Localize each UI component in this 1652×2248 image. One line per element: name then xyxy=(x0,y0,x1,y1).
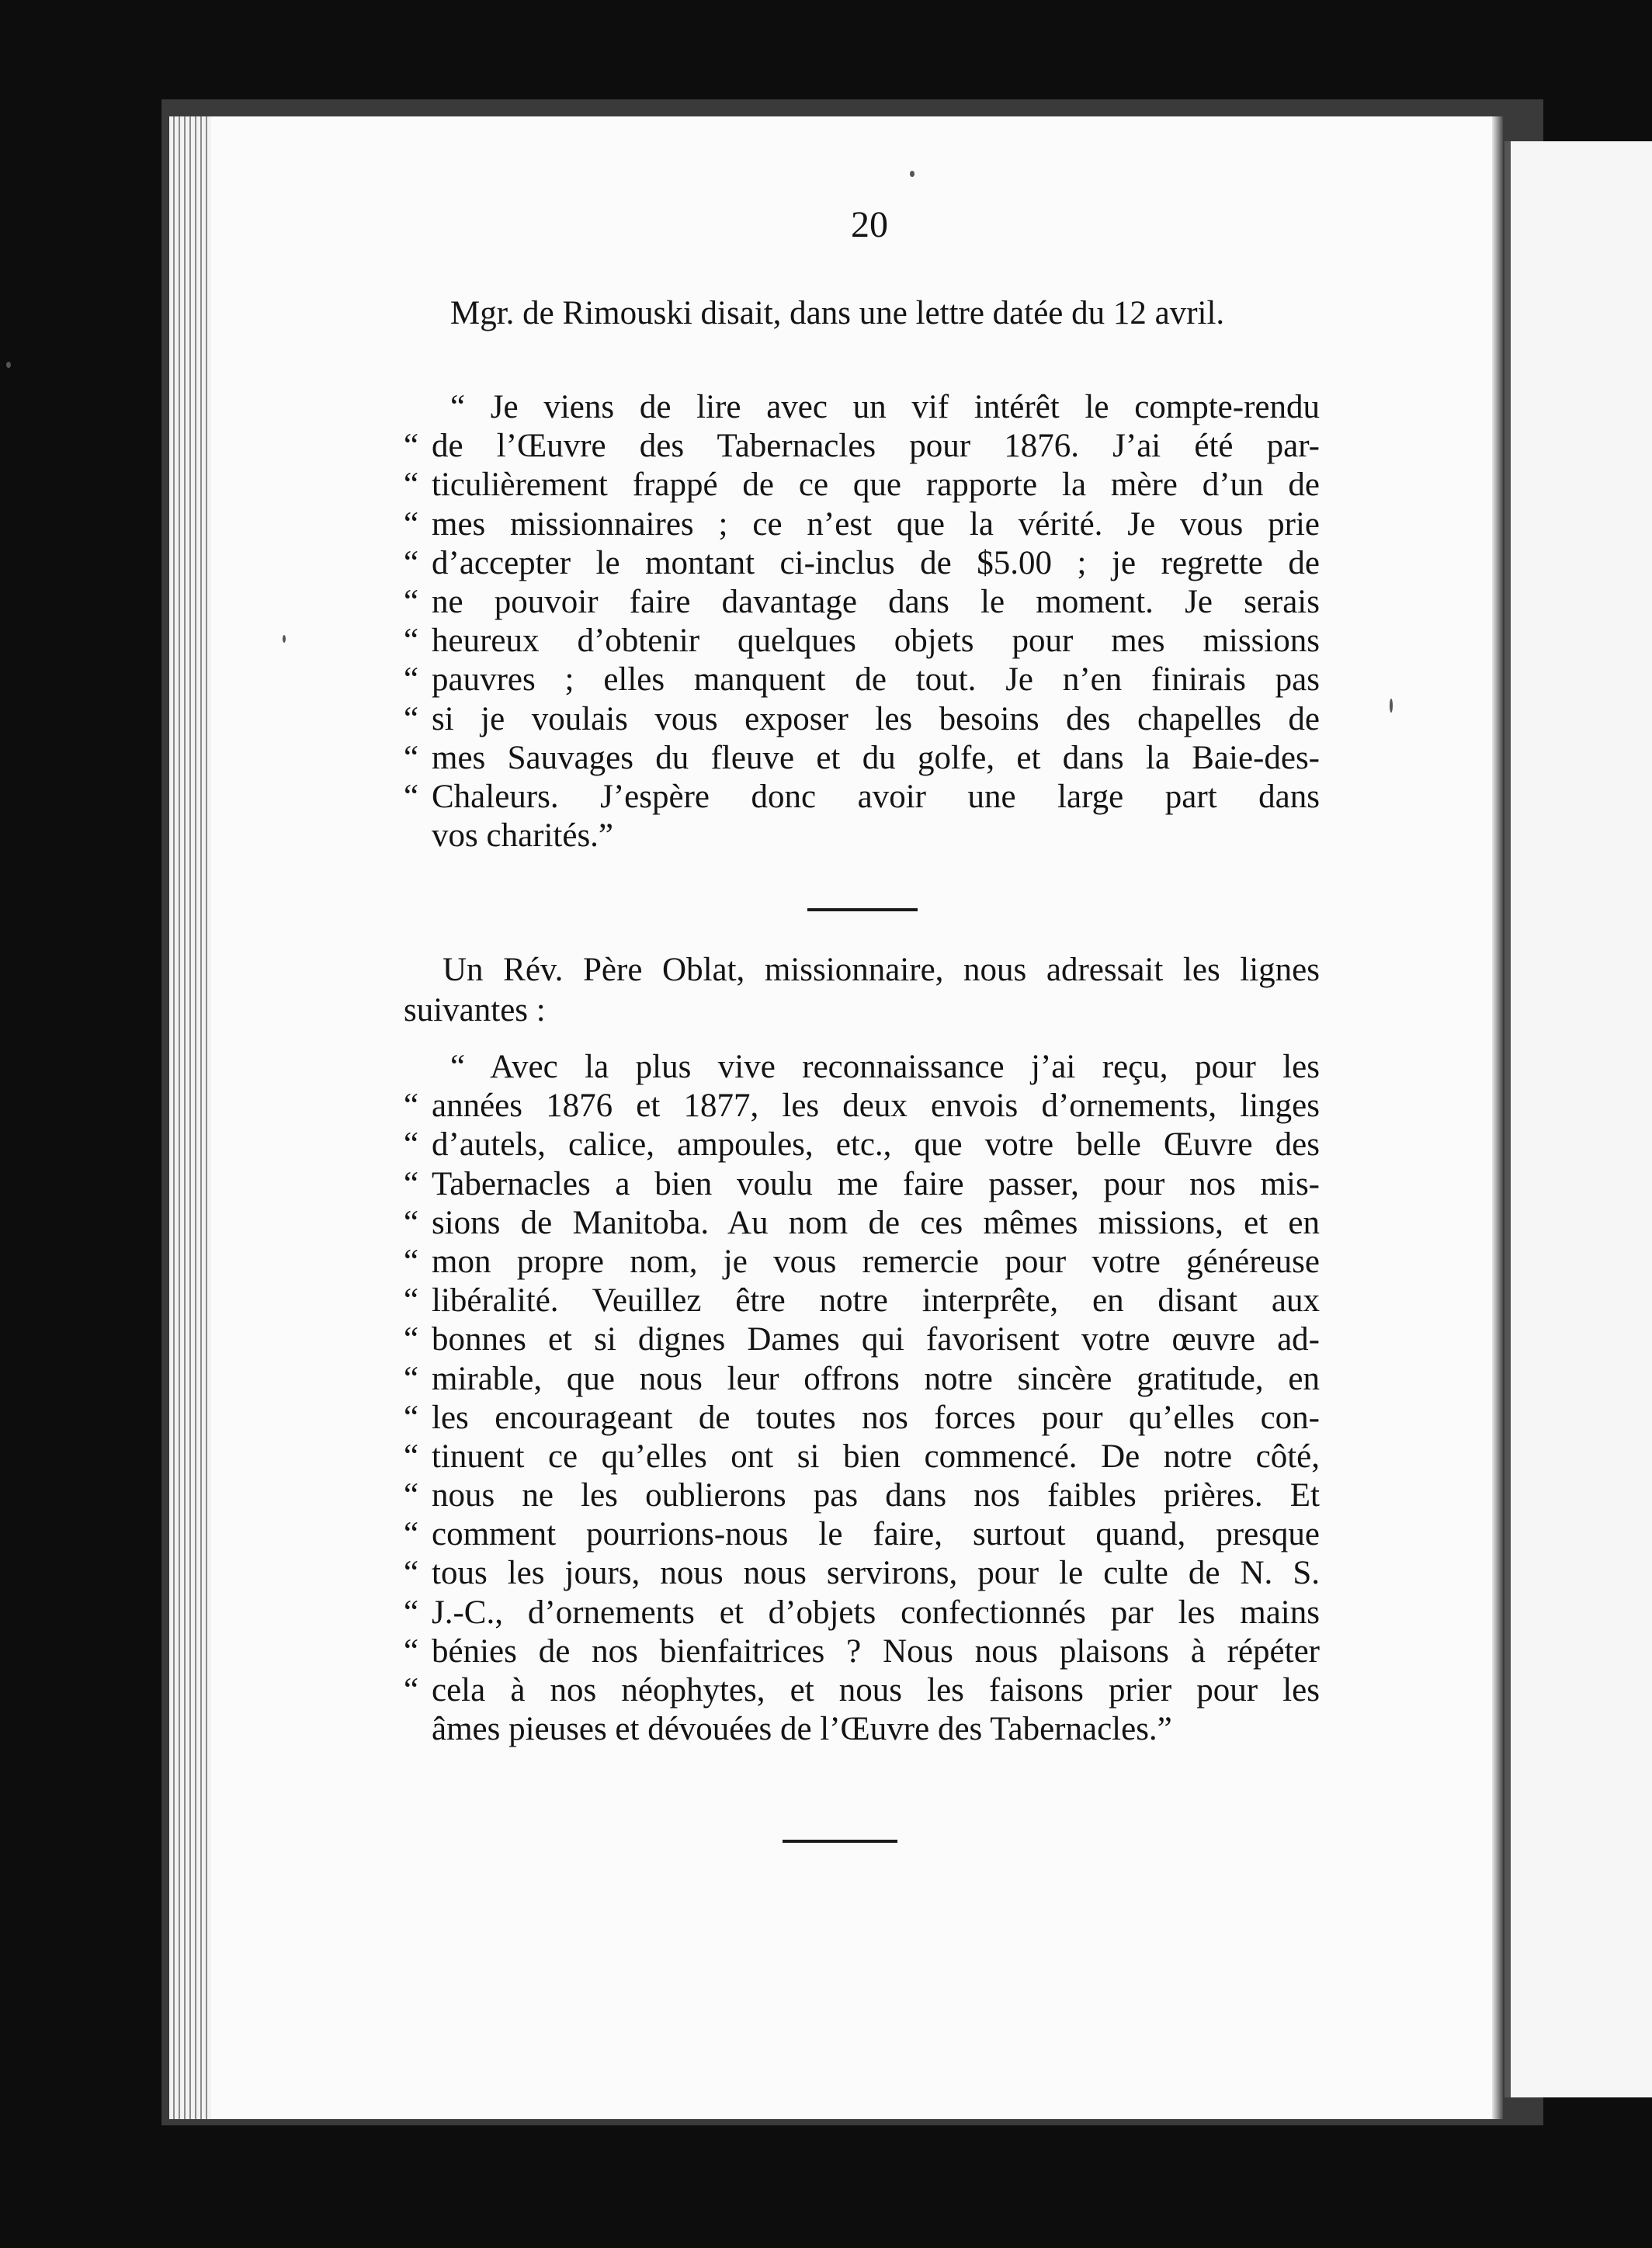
margin-quote-mark: “ xyxy=(404,1594,419,1631)
quote-line xyxy=(404,661,1320,699)
quote-line-text: comment pourrions-nous le faire, surtout quand, presque xyxy=(432,1516,1320,1553)
quote-line-text: mon propre nom, je vous remercie pour votre généreuse xyxy=(432,1243,1320,1280)
quote-line-text: mes missionnaires ; ce n’est que la vérité. Je vous prie xyxy=(432,505,1320,543)
margin-quote-mark: “ xyxy=(404,739,419,776)
quote-line xyxy=(404,1438,1320,1476)
margin-quote-mark: “ xyxy=(404,1555,419,1592)
quote-line xyxy=(404,544,1320,583)
quote-line xyxy=(404,1048,1320,1087)
page-speck xyxy=(283,635,286,643)
quote-line xyxy=(404,583,1320,622)
quote-line-text: “ Avec la plus vive reconnaissance j’ai reçu, pour les xyxy=(450,1049,1320,1085)
quote-line xyxy=(404,1594,1320,1632)
quote-line xyxy=(404,1126,1320,1164)
margin-quote-mark: “ xyxy=(404,1243,419,1280)
quote-line xyxy=(404,1554,1320,1593)
quote-line-text: Tabernacles a bien voulu me faire passer, pour nos mis- xyxy=(432,1165,1320,1202)
quote-line-text: nous ne les oublierons pas dans nos faibles prières. Et xyxy=(432,1477,1320,1514)
page-speck xyxy=(1390,699,1393,713)
margin-quote-mark: “ xyxy=(404,1126,419,1164)
quote-line xyxy=(404,1515,1320,1554)
quote-line-text: ne pouvoir faire davantage dans le moment. Je serais xyxy=(432,583,1320,620)
quote-line xyxy=(404,1632,1320,1671)
quote-line-text: âmes pieuses et dévouées de l’Œuvre des Tabernacles.” xyxy=(432,1711,1172,1748)
quote-line-text: cela à nos néophytes, et nous les faisons prier pour les xyxy=(432,1672,1320,1709)
quote-line xyxy=(404,1671,1320,1710)
quote-line xyxy=(404,1360,1320,1399)
quote-line xyxy=(404,778,1320,817)
margin-quote-mark: “ xyxy=(404,505,419,543)
quote-line-text: tous les jours, nous nous servirons, pour le culte de N. S. xyxy=(432,1555,1320,1592)
margin-quote-mark: “ xyxy=(404,1165,419,1202)
margin-quote-mark: “ xyxy=(404,1088,419,1125)
quote-line xyxy=(404,739,1320,778)
quote-line-text: si je voulais vous exposer les besoins des chapelles de xyxy=(432,700,1320,737)
margin-quote-mark: “ xyxy=(404,661,419,699)
quote-line-text: “ Je viens de lire avec un vif intérêt le compte-rendu xyxy=(450,389,1320,425)
quote-line-text: libéralité. Veuillez être notre interprête, en disant aux xyxy=(432,1282,1320,1320)
quote-line-text: mes Sauvages du fleuve et du golfe, et dans la Baie-des- xyxy=(432,739,1320,776)
quote-line xyxy=(404,1710,1320,1749)
letter-1-quote xyxy=(404,388,1320,855)
quote-line xyxy=(404,427,1320,466)
page-edge-stack xyxy=(169,116,216,2119)
page-speck xyxy=(910,171,914,177)
margin-quote-mark: “ xyxy=(404,700,419,737)
margin-quote-mark: “ xyxy=(404,1282,419,1320)
quote-line xyxy=(404,700,1320,739)
quote-line-text: bénies de nos bienfaitrices ? Nous nous plaisons à répéter xyxy=(432,1632,1320,1670)
quote-line xyxy=(404,1320,1320,1359)
quote-line-text: les encourageant de toutes nos forces pour qu’elles con- xyxy=(432,1399,1320,1436)
page-speck xyxy=(6,362,11,368)
quote-line-text: d’autels, calice, ampoules, etc., que votre belle Œuvre des xyxy=(432,1126,1320,1164)
margin-quote-mark: “ xyxy=(404,623,419,660)
quote-line xyxy=(404,388,1320,427)
letter-2-intro: Un Rév. Père Oblat, missionnaire, nous adressait les lignes suivantes : xyxy=(404,952,1320,1029)
quote-line xyxy=(404,1204,1320,1243)
margin-quote-mark: “ xyxy=(404,1632,419,1670)
book-gutter xyxy=(1492,116,1503,2119)
margin-quote-mark: “ xyxy=(404,1477,419,1514)
section-divider xyxy=(807,908,918,911)
quote-line xyxy=(404,1087,1320,1126)
margin-quote-mark: “ xyxy=(404,1672,419,1709)
quote-line xyxy=(404,817,1320,855)
margin-quote-mark: “ xyxy=(404,1321,419,1358)
quote-line-text: ticulièrement frappé de ce que rapporte la mère d’un de xyxy=(432,467,1320,504)
quote-line xyxy=(404,466,1320,505)
quote-line xyxy=(404,505,1320,544)
quote-line-text: d’accepter le montant ci-inclus de $5.00 ; je regrette de xyxy=(432,544,1320,581)
quote-line xyxy=(404,622,1320,661)
facing-page-edge xyxy=(1504,141,1652,2097)
page-number: 20 xyxy=(851,204,888,245)
margin-quote-mark: “ xyxy=(404,1438,419,1475)
margin-quote-mark: “ xyxy=(404,467,419,504)
margin-quote-mark: “ xyxy=(404,1204,419,1241)
quote-line-text: tinuent ce qu’elles ont si bien commencé. De notre côté, xyxy=(432,1438,1320,1475)
quote-line xyxy=(404,1165,1320,1204)
margin-quote-mark: “ xyxy=(404,544,419,581)
quote-line-text: heureux d’obtenir quelques objets pour mes missions xyxy=(432,623,1320,660)
quote-line-text: J.-C., d’ornements et d’objets confectionnés par les mains xyxy=(432,1594,1320,1631)
letter-2-quote xyxy=(404,1048,1320,1749)
quote-line-text: sions de Manitoba. Au nom de ces mêmes missions, et en xyxy=(432,1204,1320,1241)
quote-line-text: pauvres ; elles manquent de tout. Je n’en finirais pas xyxy=(432,661,1320,699)
quote-line-text: de l’Œuvre des Tabernacles pour 1876. J’ai été par- xyxy=(432,428,1320,465)
quote-line-text: bonnes et si dignes Dames qui favorisent votre œuvre ad- xyxy=(432,1321,1320,1358)
margin-quote-mark: “ xyxy=(404,1399,419,1436)
quote-line xyxy=(404,1282,1320,1320)
margin-quote-mark: “ xyxy=(404,778,419,815)
quote-line-text: mirable, que nous leur offrons notre sincère gratitude, en xyxy=(432,1360,1320,1397)
quote-line xyxy=(404,1243,1320,1282)
quote-line-text: Chaleurs. J’espère donc avoir une large part dans xyxy=(432,778,1320,815)
quote-line xyxy=(404,1476,1320,1515)
quote-line-text: années 1876 et 1877, les deux envois d’ornements, linges xyxy=(432,1088,1320,1125)
margin-quote-mark: “ xyxy=(404,1360,419,1397)
margin-quote-mark: “ xyxy=(404,428,419,465)
quote-line-text: vos charités.” xyxy=(432,817,614,855)
section-end-divider xyxy=(783,1840,897,1843)
margin-quote-mark: “ xyxy=(404,583,419,620)
letter-1-intro: Mgr. de Rimouski disait, dans une lettre datée du 12 avril. xyxy=(450,295,1225,331)
quote-line xyxy=(404,1399,1320,1438)
margin-quote-mark: “ xyxy=(404,1516,419,1553)
